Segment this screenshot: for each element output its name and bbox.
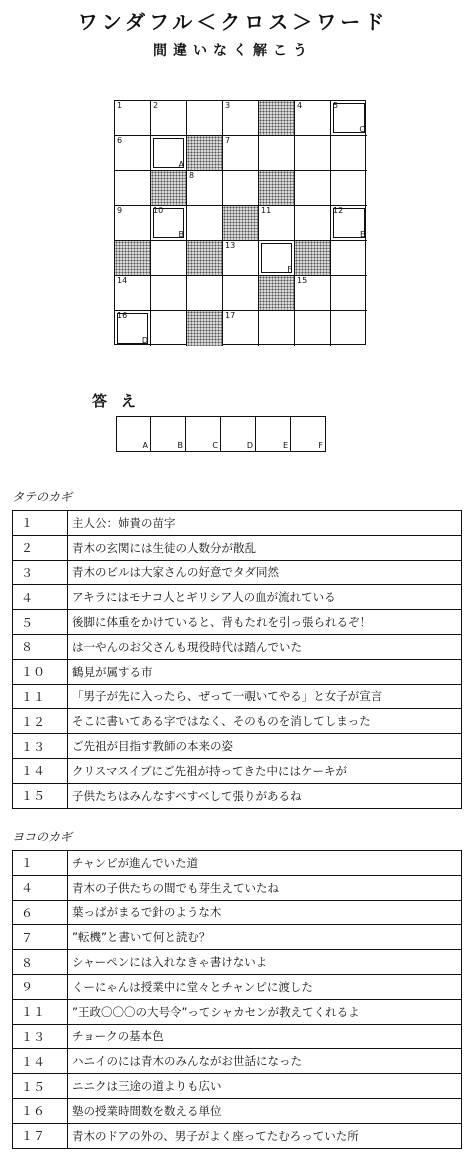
grid-cell[interactable]	[115, 171, 151, 206]
cell-number: 13	[225, 241, 236, 250]
grid-cell[interactable]	[151, 276, 187, 311]
clue-number: ５	[13, 610, 68, 635]
grid-cell[interactable]	[331, 276, 367, 311]
clue-text: ハニイのには青木のみんながお世話になった	[68, 1049, 462, 1074]
clue-number: ８	[13, 634, 68, 659]
grid-cell[interactable]	[259, 171, 295, 206]
cell-letter: C	[359, 125, 365, 134]
grid-cell[interactable]	[115, 101, 151, 136]
clue-number: ２	[13, 535, 68, 560]
clue-row	[13, 659, 462, 684]
clue-text: ”転機”と書いて何と読む？	[68, 925, 462, 950]
grid-cell[interactable]	[223, 101, 259, 136]
cell-number: 10	[153, 206, 164, 215]
answer-box-letter: E	[282, 441, 288, 450]
cell-letter: A	[178, 160, 184, 169]
answer-label: 答え	[92, 392, 151, 410]
clue-number: １	[13, 851, 68, 876]
clue-number: ３	[13, 560, 68, 585]
clue-row	[13, 535, 462, 560]
grid-cell[interactable]	[223, 206, 259, 241]
cell-number: 9	[117, 206, 123, 215]
clue-row	[13, 585, 462, 610]
clue-number: １７	[13, 1123, 68, 1148]
grid-cell[interactable]	[187, 171, 223, 206]
grid-cell[interactable]	[331, 241, 367, 276]
clue-number: １５	[13, 1074, 68, 1099]
grid-cell[interactable]	[115, 206, 151, 241]
clue-row	[13, 925, 462, 950]
cell-number: 6	[117, 136, 123, 145]
clue-text: 青木の玄関には生徒の人数分が散乱	[68, 535, 462, 560]
clue-number: ７	[13, 925, 68, 950]
clue-text: ニニクは三途の道よりも広い	[68, 1074, 462, 1099]
clue-row	[13, 1098, 462, 1123]
clue-number: ９	[13, 974, 68, 999]
cell-number: 7	[225, 136, 231, 145]
cell-number: 17	[225, 311, 236, 320]
clue-number: １１	[13, 684, 68, 709]
clue-text: そこに書いてある字ではなく、そのものを消してしまった	[68, 709, 462, 734]
puzzle-subtitle: 間違いなく解こう	[153, 43, 313, 59]
grid-cell[interactable]	[187, 241, 223, 276]
grid-cell[interactable]	[151, 241, 187, 276]
clue-text: 青木の子供たちの間でも芽生えていたね	[68, 875, 462, 900]
grid-cell[interactable]	[295, 136, 331, 171]
grid-cell[interactable]	[115, 136, 151, 171]
clue-number: ４	[13, 875, 68, 900]
clue-number: １２	[13, 709, 68, 734]
answer-box[interactable]	[256, 416, 291, 452]
clue-text: 鶴見が属する市	[68, 659, 462, 684]
grid-cell[interactable]	[295, 171, 331, 206]
answer-box-letter: B	[177, 441, 183, 450]
grid-cell[interactable]	[259, 241, 295, 276]
grid-cell[interactable]	[151, 136, 187, 171]
answer-box-letter: C	[212, 441, 218, 450]
tate-clue-table	[12, 510, 462, 809]
clue-number: ６	[13, 900, 68, 925]
grid-cell[interactable]	[187, 101, 223, 136]
grid-cell[interactable]	[187, 311, 223, 346]
clue-row	[13, 734, 462, 759]
grid-cell[interactable]	[151, 206, 187, 241]
clue-row	[13, 783, 462, 808]
answer-box[interactable]	[116, 416, 151, 452]
clue-text: 主人公：姉貴の苗字	[68, 511, 462, 536]
clue-row	[13, 974, 462, 999]
grid-cell[interactable]	[115, 311, 151, 346]
cell-letter: E	[359, 230, 365, 239]
clue-text: 「男子が先に入ったら、ぜって一覗いてやる」と女子が宣言	[68, 684, 462, 709]
clue-text: クリスマスイブにご先祖が持ってきた中にはケーキが	[68, 758, 462, 783]
clue-number: １０	[13, 659, 68, 684]
cell-number: 4	[297, 101, 303, 110]
answer-box[interactable]	[186, 416, 221, 452]
grid-cell[interactable]	[187, 136, 223, 171]
grid-cell[interactable]	[331, 311, 367, 346]
grid-cell[interactable]	[295, 241, 331, 276]
grid-cell[interactable]	[295, 101, 331, 136]
crossword-grid	[114, 100, 366, 345]
grid-cell[interactable]	[259, 311, 295, 346]
grid-cell[interactable]	[187, 206, 223, 241]
clue-row	[13, 999, 462, 1024]
cell-number: 15	[297, 276, 308, 285]
grid-cell[interactable]	[259, 101, 295, 136]
grid-cell[interactable]	[223, 241, 259, 276]
grid-cell[interactable]	[223, 311, 259, 346]
cell-letter: F	[287, 265, 292, 274]
clue-row	[13, 610, 462, 635]
grid-cell[interactable]	[223, 276, 259, 311]
grid-cell[interactable]	[115, 276, 151, 311]
grid-cell[interactable]	[331, 101, 367, 136]
cell-number: 5	[333, 101, 339, 110]
cell-number: 8	[189, 171, 195, 180]
clue-number: １４	[13, 1049, 68, 1074]
clue-number: １	[13, 511, 68, 536]
cell-number: 2	[153, 101, 159, 110]
cell-letter: B	[178, 230, 184, 239]
clue-row	[13, 758, 462, 783]
cell-number: 12	[333, 206, 344, 215]
clue-number: ８	[13, 950, 68, 975]
answer-box-letter: D	[246, 441, 253, 450]
grid-cell[interactable]	[331, 136, 367, 171]
clue-text: ”王政〇〇〇の大号令”ってシャカセンが教えてくれるよ	[68, 999, 462, 1024]
clue-number: ４	[13, 585, 68, 610]
puzzle-title: ワンダフル＜クロス＞ワード	[77, 10, 389, 34]
answer-box[interactable]	[151, 416, 186, 452]
clue-row	[13, 851, 462, 876]
clue-row	[13, 1074, 462, 1099]
clue-text: 塾の授業時間数を数える単位	[68, 1098, 462, 1123]
yoko-heading: ヨコのカギ	[12, 830, 73, 844]
grid-cell[interactable]	[331, 206, 367, 241]
clue-row	[13, 1024, 462, 1049]
clue-row	[13, 560, 462, 585]
answer-box-letter: A	[142, 441, 148, 450]
grid-cell[interactable]	[151, 311, 187, 346]
clue-number: １５	[13, 783, 68, 808]
answer-box-letter: F	[318, 441, 323, 450]
clue-text: くーにゃんは授業中に堂々とチャンピに渡した	[68, 974, 462, 999]
cell-number: 14	[117, 276, 128, 285]
clue-text: アキラにはモナコ人とギリシア人の血が流れている	[68, 585, 462, 610]
grid-cell[interactable]	[295, 276, 331, 311]
clue-row	[13, 1049, 462, 1074]
clue-text: チャンピが進んでいた道	[68, 851, 462, 876]
clue-number: １４	[13, 758, 68, 783]
grid-cell[interactable]	[295, 311, 331, 346]
clue-row	[13, 684, 462, 709]
cell-number: 16	[117, 311, 128, 320]
answer-boxes	[116, 416, 326, 452]
cell-number: 3	[225, 101, 231, 110]
clue-number: １１	[13, 999, 68, 1024]
clue-number: １３	[13, 734, 68, 759]
grid-cell[interactable]	[259, 136, 295, 171]
answer-box[interactable]	[291, 416, 326, 452]
grid-cell[interactable]	[259, 206, 295, 241]
grid-cell[interactable]	[331, 171, 367, 206]
clue-text: チョークの基本色	[68, 1024, 462, 1049]
yoko-clue-table	[12, 850, 462, 1149]
tate-heading: タテのカギ	[12, 490, 73, 504]
clue-text: 青木のドアの外の、男子がよく座ってたむろっていた所	[68, 1123, 462, 1148]
clue-row	[13, 709, 462, 734]
grid-cell[interactable]	[223, 136, 259, 171]
grid-cell[interactable]	[187, 276, 223, 311]
clue-text: 青木のビルは大家さんの好意でタダ同然	[68, 560, 462, 585]
clue-row	[13, 900, 462, 925]
clue-text: ご先祖が目指す教師の本来の姿	[68, 734, 462, 759]
clue-number: １３	[13, 1024, 68, 1049]
answer-box[interactable]	[221, 416, 256, 452]
clue-text: 葉っぱがまるで針のような木	[68, 900, 462, 925]
grid-cell[interactable]	[151, 101, 187, 136]
clue-number: １６	[13, 1098, 68, 1123]
cell-number: 1	[117, 101, 123, 110]
clue-row	[13, 1123, 462, 1148]
clue-row	[13, 634, 462, 659]
clue-text: 後脚に体重をかけていると、背もたれを引っ張られるぞ！	[68, 610, 462, 635]
grid-cell[interactable]	[223, 171, 259, 206]
cell-number: 11	[261, 206, 272, 215]
clue-row	[13, 950, 462, 975]
clue-row	[13, 511, 462, 536]
grid-cell[interactable]	[295, 206, 331, 241]
grid-cell[interactable]	[151, 171, 187, 206]
clue-text: 子供たちはみんなすべすべして張りがあるね	[68, 783, 462, 808]
grid-cell[interactable]	[259, 276, 295, 311]
clue-text: シャーペンには入れなきゃ書けないよ	[68, 950, 462, 975]
cell-letter: D	[141, 336, 148, 345]
clue-row	[13, 875, 462, 900]
clue-text: は一やんのお父さんも現役時代は踏んでいた	[68, 634, 462, 659]
grid-cell[interactable]	[115, 241, 151, 276]
